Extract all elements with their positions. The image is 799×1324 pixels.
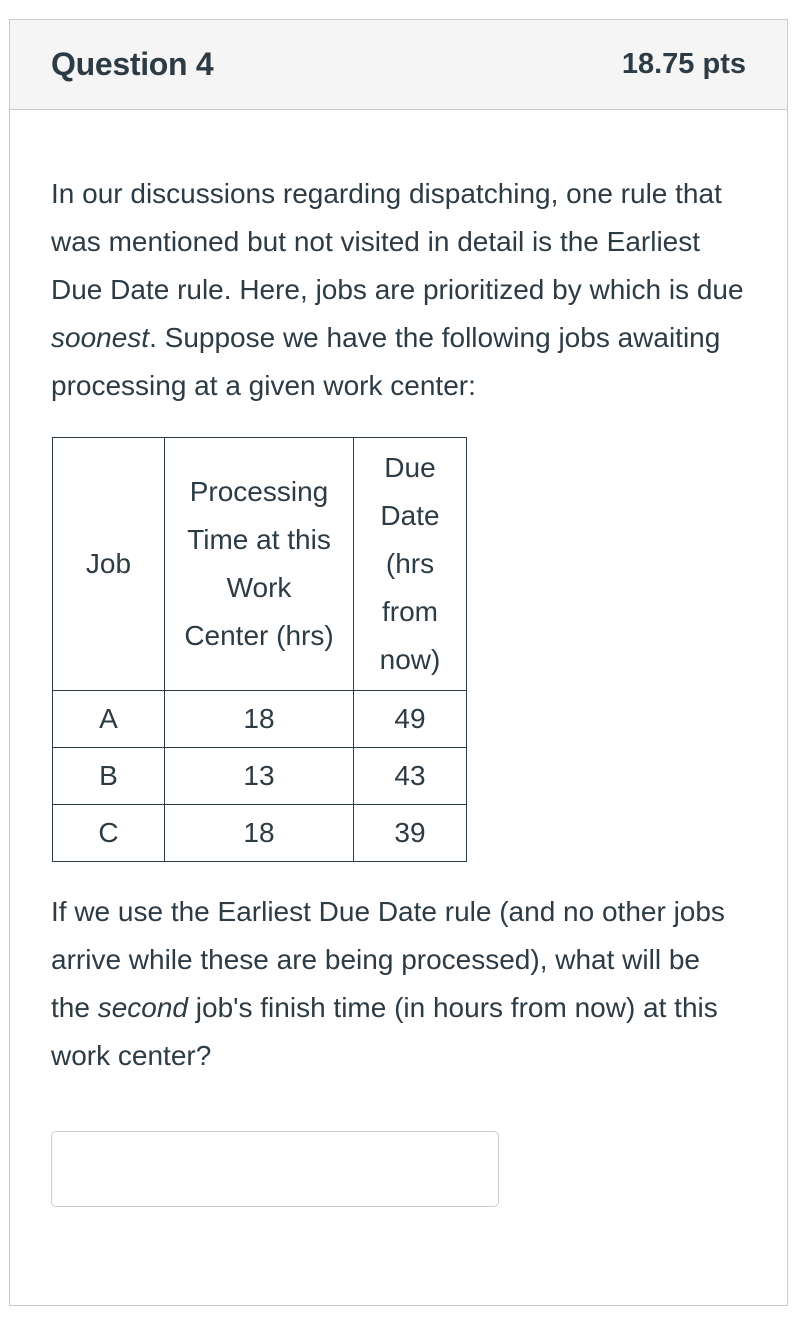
- prompt-text: [51, 888, 746, 1080]
- header-processing-time: [165, 438, 354, 691]
- cell-processing: 13: [165, 748, 354, 805]
- header-processing-line: Time at this: [187, 524, 331, 555]
- header-due-date: [354, 438, 467, 691]
- intro-text: [51, 170, 746, 410]
- cell-due: 49: [354, 691, 467, 748]
- header-due-line: Date: [380, 500, 440, 531]
- cell-due: 43: [354, 748, 467, 805]
- answer-input[interactable]: [51, 1131, 499, 1207]
- header-job: Job: [53, 438, 165, 691]
- question-points: 18.75 pts: [621, 48, 746, 80]
- cell-job: A: [53, 691, 165, 748]
- header-due-line: now): [379, 644, 441, 675]
- prompt-text-part1: If we use the Earliest Due Date rule (and no other jobs arrive while these are being processed), what will be the: [51, 896, 725, 1023]
- question-card: [9, 19, 788, 1306]
- intro-text-part1: In our discussions regarding dispatching, one rule that was mentioned but not visited in detail is the Earliest Due Date rule. Here, jobs are prioritized by which is due: [51, 178, 744, 305]
- table-row: [53, 691, 467, 748]
- question-header: [10, 20, 787, 110]
- cell-processing: 18: [165, 691, 354, 748]
- intro-emphasis: soonest: [51, 322, 150, 353]
- header-processing-line: Processing: [189, 476, 329, 507]
- header-due-line: (hrs: [385, 548, 435, 579]
- header-processing-line: Center (hrs): [184, 620, 334, 651]
- question-title: Question 4: [51, 46, 214, 82]
- table-header-row: [53, 438, 467, 691]
- header-processing-line: Work: [226, 572, 292, 603]
- cell-job: B: [53, 748, 165, 805]
- jobs-table: [52, 437, 467, 862]
- cell-processing: 18: [165, 805, 354, 862]
- prompt-text-part2: job's finish time (in hours from now) at this work center?: [51, 992, 718, 1071]
- table-row: [53, 805, 467, 862]
- question-body: [10, 110, 787, 1207]
- header-due-line: Due: [384, 452, 436, 483]
- intro-text-part2: . Suppose we have the following jobs awaiting processing at a given work center:: [51, 322, 721, 401]
- table-row: [53, 748, 467, 805]
- cell-job: C: [53, 805, 165, 862]
- header-due-line: from: [381, 596, 438, 627]
- prompt-emphasis: second: [97, 992, 188, 1023]
- cell-due: 39: [354, 805, 467, 862]
